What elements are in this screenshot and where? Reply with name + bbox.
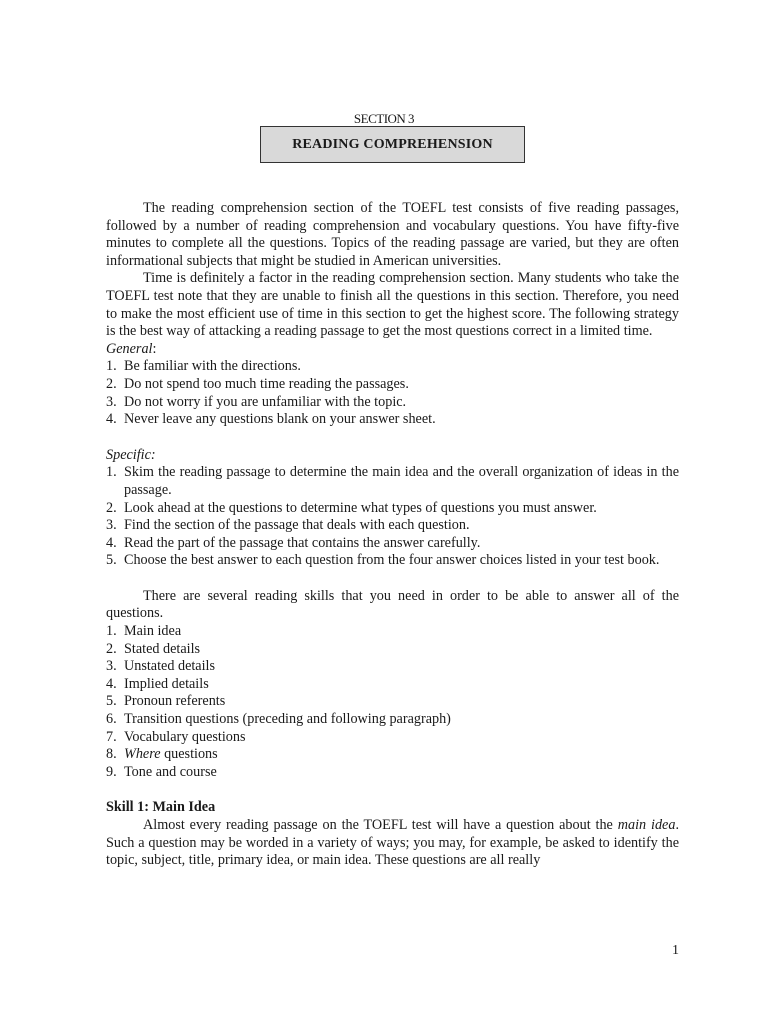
list-item: 1. Main idea [106,623,182,640]
list-item: 9. Tone and course [106,763,217,780]
list-item: 4. Read the part of the passage that contains the answer carefully. [106,534,481,551]
skill-1-paragraph: Almost every reading passage on the TOEFL test will have a question about the main idea. Such a question may be worded in a variety of ways; you may, for example, be asked to identify the topic, subject, title, primary idea, or main idea. These questions are all really [106,817,679,869]
list-item: 1. Be familiar with the directions. [106,358,301,375]
section-title: READING COMPREHENSION [292,136,493,152]
list-item: 4. Never leave any questions blank on your answer sheet. [106,411,436,428]
skill-1-heading: Skill 1: Main Idea [106,799,216,816]
list-item: 2. Look ahead at the questions to determine what types of questions you must answer. [106,499,597,516]
list-item: 5. Choose the best answer to each question from the four answer choices listed in your test book. [106,552,660,569]
list-item: 3. Do not worry if you are unfamiliar with the topic. [106,393,407,410]
list-item: 1. Skim the reading passage to determine the main idea and the overall organization of ideas in the passage. [106,464,679,498]
list-item: 6. Transition questions (preceding and following paragraph) [106,711,451,728]
section-label: SECTION 3 [353,111,415,126]
general-list [106,358,679,428]
list-item: 7. Vocabulary questions [106,728,246,745]
intro-paragraph-2: Time is definitely a factor in the reading comprehension section. Many students who take the TOEFL test note that they are unable to finish all the questions in this section. Therefore, you need to make the most efficient use of time in this section to get the highest score. The following strategy is the best way of attacking a reading passage to get the most questions correct in a limited time. [106,270,679,340]
section-title-box [260,126,525,163]
list-item: 3. Find the section of the passage that deals with each question. [106,517,470,534]
list-item: 8. Where questions [106,746,218,763]
page-number: 1 [672,943,679,958]
specific-list [106,464,679,570]
list-item: 5. Pronoun referents [106,693,226,710]
list-item: 2. Do not spend too much time reading the passages. [106,375,409,392]
general-label: General: [106,340,157,357]
document-body [106,200,679,870]
list-item: 3. Unstated details [106,658,216,675]
intro-paragraph-1: The reading comprehension section of the TOEFL test consists of five reading passages, followed by a number of reading comprehension and vocabulary questions. You have fifty-five minutes to complete all the questions. Topics of the reading passage are varied, but they are often informational subjects that might be studied in American universities. [106,200,679,269]
specific-label: Specific: [106,446,156,463]
list-item: 2. Stated details [106,640,201,657]
list-item: 4. Implied details [106,675,209,692]
skills-intro: There are several reading skills that you need in order to be able to answer all of the questions. [106,587,679,622]
skills-list [106,623,679,781]
